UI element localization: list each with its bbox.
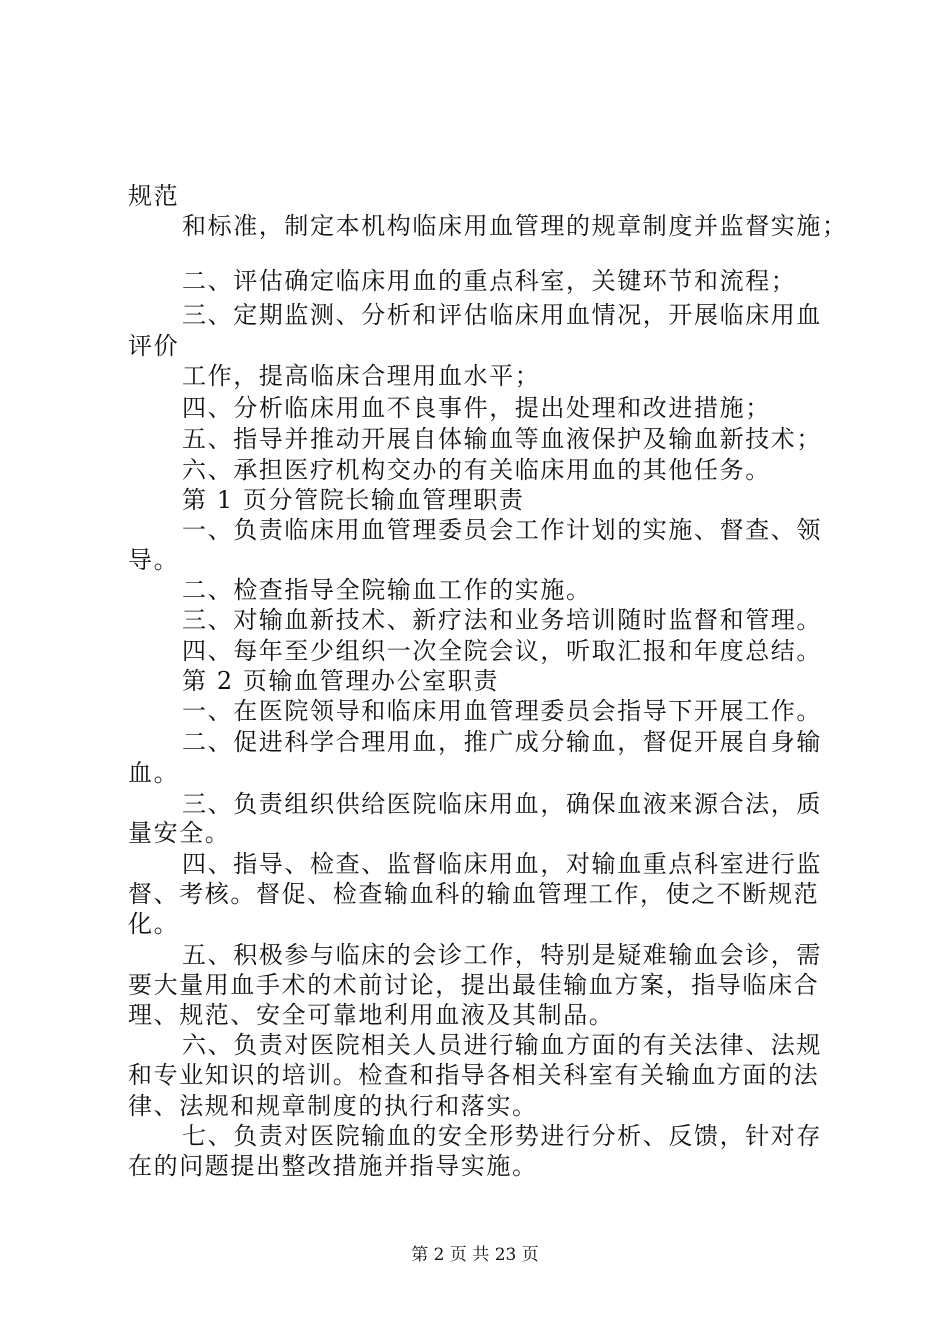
text-line: 督、考核。督促、检查输血科的输血管理工作，使之不断规范 — [128, 880, 820, 908]
text-line: 六、承担医疗机构交办的有关临床用血的其他任务。 — [182, 456, 771, 484]
text-line: 血。 — [128, 759, 180, 787]
text-line: 六、负责对医院相关人员进行输血方面的有关法律、法规 — [182, 1031, 822, 1059]
text-line: 一、在医院领导和临床用血管理委员会指导下开展工作。 — [182, 697, 822, 725]
text-line: 三、定期监测、分析和评估临床用血情况，开展临床用血 — [182, 301, 822, 329]
section-heading: 第 2 页输血管理办公室职责 — [182, 667, 499, 695]
text-line: 要大量用血手术的术前讨论，提出最佳输血方案，指导临床合 — [128, 971, 820, 999]
text-line: 导。 — [128, 546, 180, 574]
text-line: 理、规范、安全可靠地利用血液及其制品。 — [128, 1001, 615, 1029]
text-line: 四、分析临床用血不良事件，提出处理和改进措施； — [182, 394, 771, 422]
text-line: 量安全。 — [128, 819, 231, 847]
text-line: 二、检查指导全院输血工作的实施。 — [182, 576, 592, 604]
text-line: 律、法规和规章制度的执行和落实。 — [128, 1092, 538, 1120]
text-line: 和标准，制定本机构临床用血管理的规章制度并监督实施； — [182, 212, 848, 240]
text-line: 评价 — [128, 332, 180, 360]
text-line: 一、负责临床用血管理委员会工作计划的实施、督查、领 — [182, 516, 822, 544]
page-number-footer: 第 2 页 共 23 页 — [411, 1245, 539, 1265]
text-line: 五、积极参与临床的会诊工作，特别是疑难输血会诊，需 — [182, 941, 822, 969]
text-line: 五、指导并推动开展自体输血等血液保护及输血新技术； — [182, 425, 822, 453]
text-line: 工作，提高临床合理用血水平； — [182, 362, 541, 390]
text-line: 化。 — [128, 910, 180, 938]
text-line: 规范 — [128, 182, 180, 210]
text-line: 二、促进科学合理用血，推广成分输血，督促开展自身输 — [182, 728, 822, 756]
text-line: 在的问题提出整改措施并指导实施。 — [128, 1152, 538, 1180]
text-line: 三、负责组织供给医院临床用血，确保血液来源合法，质 — [182, 790, 822, 818]
text-line: 和专业知识的培训。检查和指导各相关科室有关输血方面的法 — [128, 1061, 820, 1089]
text-line: 二、评估确定临床用血的重点科室，关键环节和流程； — [182, 267, 797, 295]
text-line: 七、负责对医院输血的安全形势进行分析、反馈，针对存 — [182, 1122, 822, 1150]
text-line: 四、指导、检查、监督临床用血，对输血重点科室进行监 — [182, 850, 822, 878]
text-line: 三、对输血新技术、新疗法和业务培训随时监督和管理。 — [182, 606, 822, 634]
section-heading: 第 1 页分管院长输血管理职责 — [182, 486, 525, 514]
text-line: 四、每年至少组织一次全院会议，听取汇报和年度总结。 — [182, 637, 822, 665]
